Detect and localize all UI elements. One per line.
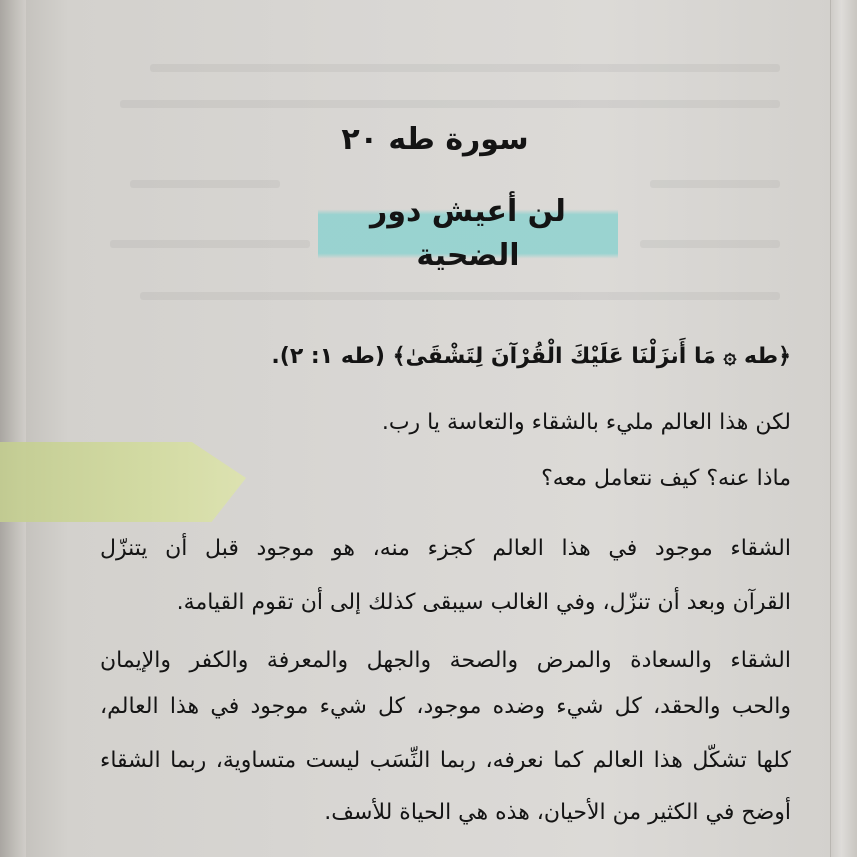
text-line: ماذا عنه؟ كيف نتعامل معه؟ [541,466,791,491]
paragraph-2-line: الشقاء والسعادة والمرض والصحة والجهل والمعرفة والكفر والإيمان [100,648,791,673]
chapter-title: لن أعيش دور الضحية [318,190,618,278]
surah-title: سورة طه ٢٠ [341,122,529,157]
paragraph-2-line: أوضح في الكثير من الأحيان، هذه هي الحياة للأسف. [324,800,791,825]
paragraph-2-line: والحب والحقد، كل شيء وضده موجود، كل شيء موجود في هذا العالم، [100,694,791,719]
text-line: لكن هذا العالم مليء بالشقاء والتعاسة يا رب. [381,410,791,435]
paragraph-1-line: القرآن وبعد أن تنزّل، وفي الغالب سيبقى كذلك إلى أن تقوم القيامة. [176,590,791,615]
paragraph-1-line: الشقاء موجود في هذا العالم كجزء منه، هو موجود قبل أن يتنزّل [100,536,791,561]
paragraph-2-line: كلها تشكّل هذا العالم كما نعرفه، ربما النِّسَب ليست متساوية، ربما الشقاء [100,748,791,773]
verse-quote: ﴿طه ۞ مَا أَنزَلْنَا عَلَيْكَ الْقُرْآنَ لِتَشْقَىٰ﴾ (طه ١: ٢). [271,344,791,369]
